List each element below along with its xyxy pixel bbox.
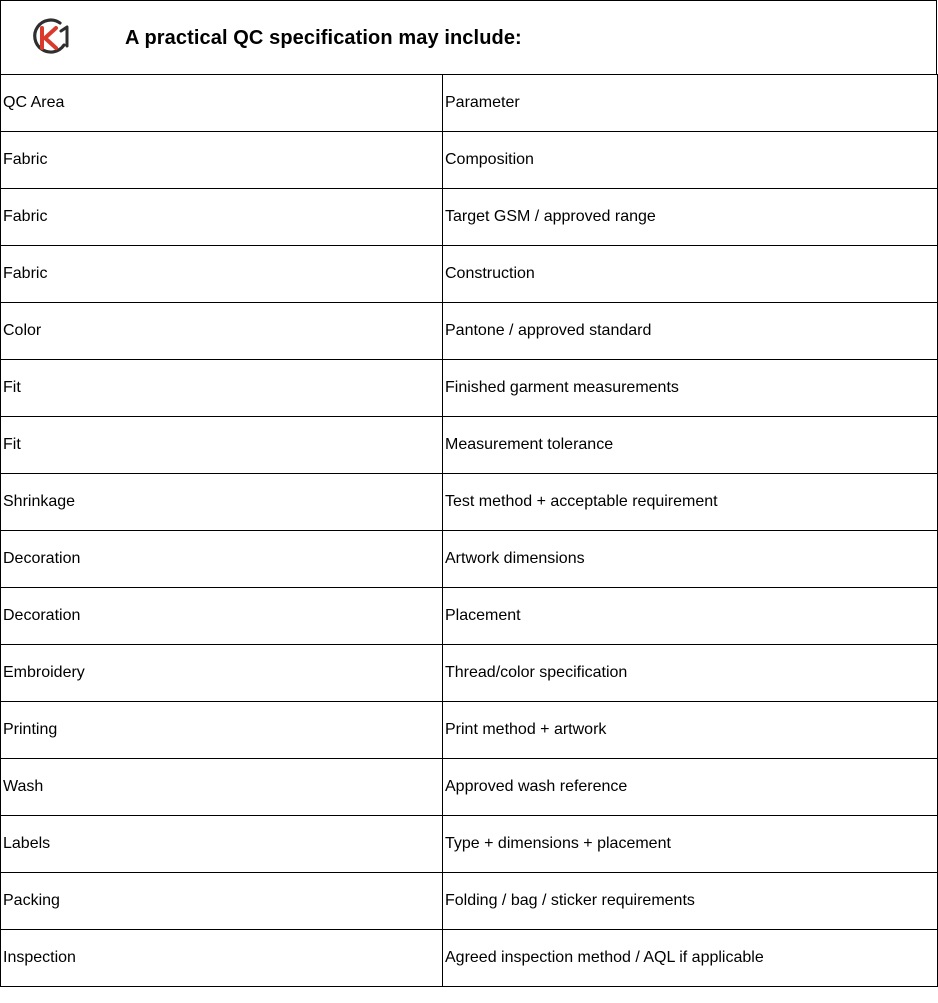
parameter-cell: Test method + acceptable requirement [443,474,938,531]
qc-area-cell: Wash [1,759,443,816]
table-row [1,303,938,360]
parameter-cell: Artwork dimensions [443,531,938,588]
column-header-parameter: Parameter [443,75,938,132]
table-row [1,759,938,816]
kx-logo-icon [28,17,72,57]
parameter-cell: Pantone / approved standard [443,303,938,360]
qc-area-cell: Labels [1,816,443,873]
table-row [1,702,938,759]
table-row [1,645,938,702]
table-row [1,873,938,930]
table-row [1,132,938,189]
qc-area-cell: Fit [1,360,443,417]
qc-area-cell: Printing [1,702,443,759]
parameter-cell: Construction [443,246,938,303]
parameter-cell: Print method + artwork [443,702,938,759]
qc-area-cell: Fabric [1,189,443,246]
qc-area-cell: Color [1,303,443,360]
table-row [1,246,938,303]
qc-area-cell: Embroidery [1,645,443,702]
parameter-cell: Agreed inspection method / AQL if applicable [443,930,938,987]
table-row [1,930,938,987]
parameter-cell: Folding / bag / sticker requirements [443,873,938,930]
qc-area-cell: Packing [1,873,443,930]
column-header-qc-area: QC Area [1,75,443,132]
qc-spec-table [0,74,938,987]
table-row [1,360,938,417]
qc-area-cell: Decoration [1,531,443,588]
parameter-cell: Approved wash reference [443,759,938,816]
parameter-cell: Measurement tolerance [443,417,938,474]
table-header-row [1,75,938,132]
qc-area-cell: Fit [1,417,443,474]
header [0,0,937,74]
table-row [1,531,938,588]
qc-area-cell: Fabric [1,132,443,189]
table-row [1,816,938,873]
qc-area-cell: Inspection [1,930,443,987]
qc-area-cell: Decoration [1,588,443,645]
parameter-cell: Placement [443,588,938,645]
table-row [1,474,938,531]
parameter-cell: Target GSM / approved range [443,189,938,246]
parameter-cell: Type + dimensions + placement [443,816,938,873]
page-title: A practical QC specification may include: [125,27,522,49]
table-row [1,189,938,246]
parameter-cell: Finished garment measurements [443,360,938,417]
parameter-cell: Thread/color specification [443,645,938,702]
table-row [1,417,938,474]
qc-area-cell: Shrinkage [1,474,443,531]
table-row [1,588,938,645]
parameter-cell: Composition [443,132,938,189]
qc-area-cell: Fabric [1,246,443,303]
